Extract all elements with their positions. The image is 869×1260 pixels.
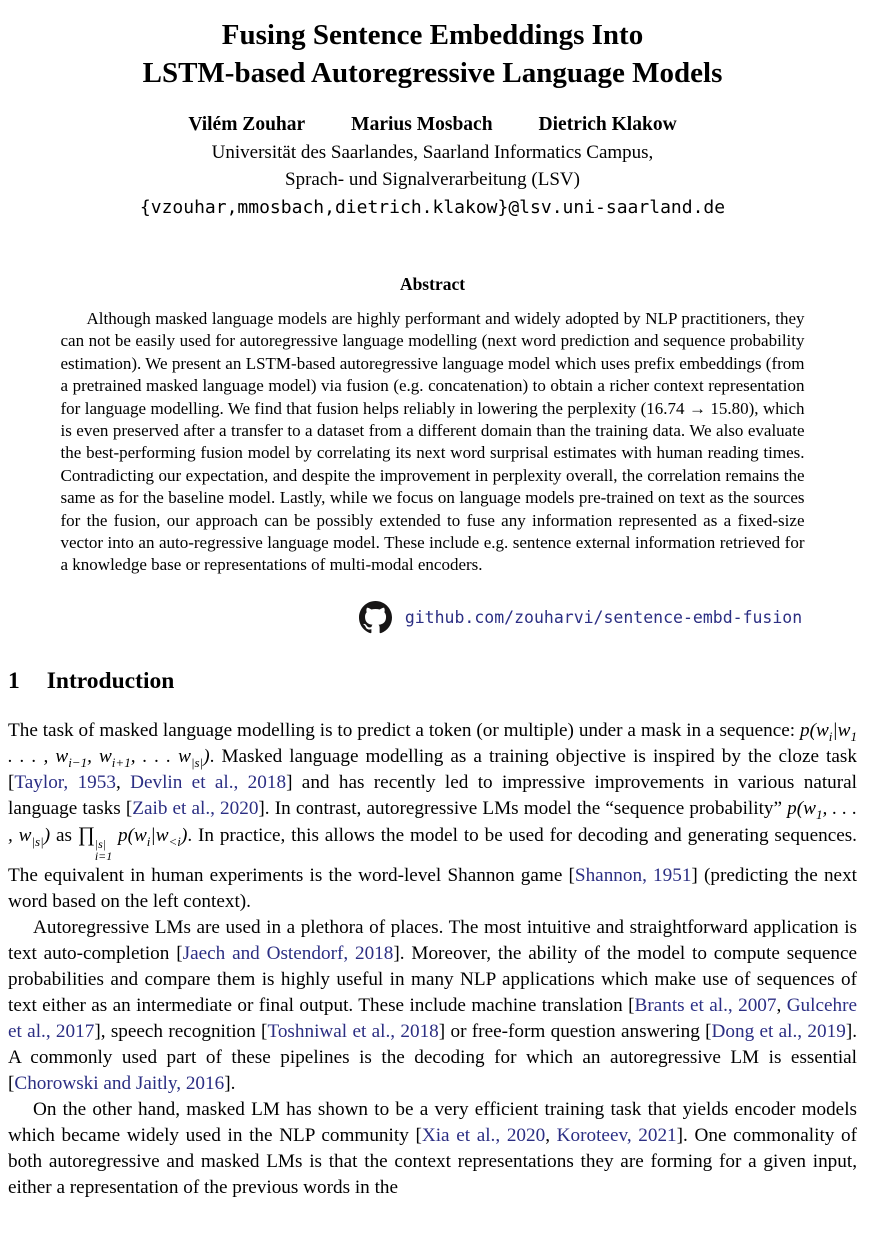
author-list [8,114,857,136]
repo-link[interactable]: github.com/zouharvi/sentence-embd-fusion [404,607,803,627]
author-emails: {vzouhar,mmosbach,dietrich.klakow}@lsv.uni-saarland.de [139,197,726,218]
citation-link[interactable]: Gulcehre et al., 2017 [8,994,858,1042]
inline-math: $p(w_i|w_1$ . . . , $w_{i-1}$, $w_{i+1}$, . . . $w_{|s|}$) [8,719,857,770]
citation-link[interactable]: Chorowski and Jaitly, 2016 [14,1072,225,1094]
inline-math: $p(w_1$, . . . , $w_{|s|}$) [8,797,857,849]
citation-link[interactable]: Dong et al., 2019 [711,1020,846,1042]
citation-link[interactable]: Devlin et al., 2018 [130,771,287,793]
author-name: Vilém Zouhar [188,114,306,135]
section-heading [8,668,857,695]
citation-link[interactable]: Koroteev, 2021 [556,1124,677,1146]
paper-title [8,16,857,92]
abstract-heading: Abstract [399,274,466,294]
section-number: 1 [8,667,20,694]
affiliation [8,139,857,193]
repo-link-row [156,601,869,634]
citation-link[interactable]: Zaib et al., 2020 [132,797,259,819]
affiliation-line-2: Sprach- und Signalverarbeitung (LSV) [285,169,580,190]
paragraph: The task of masked language modelling is to predict a token (or multiple) under a mask in a sequence: $p(w_i|w_1$ . . . , $w_{i-1}$, $w_{i+1}$, . . . $w_{|s|}$). Masked language modelling as a training objective is inspired by the cloze task [Taylor, 1953, Devlin et al., 2018] and has recently led to impressive improvements in various natural language tasks [Zaib et al., 2020]. In contrast, autoregressive LMs model the “sequence probability” $p(w_1$, . . . , $w_{|s|}$) as ∏ |s| i=1 $p(w_i|w_{<i})$. In practice, this allows the model to be used for decoding and generating sequences. The equivalent in human experiments is the word-level Shannon game [Shannon, 1951] (predicting the next word based on the left context). [8,719,858,912]
citation-link[interactable]: Xia et al., 2020 [421,1124,546,1146]
github-icon[interactable] [359,601,392,634]
author-name: Marius Mosbach [351,114,493,135]
abstract-text: Although masked language models are highly performant and widely adopted by NLP practitioners, they can not be easily used for autoregressive language modelling (next word prediction and sequence probability estimation). We present an LSTM-based autoregressive language model which uses prefix embeddings (from a pretrained masked language model) via fusion (e.g. concatenation) to obtain a richer context representation for language modelling. We find that fusion helps reliably in lowering the perplexity (16.74 → 15.80), which is even preserved after a transfer to a dataset from a different domain than the training data. We also evaluate the best-performing fusion model by correlating its next word surprisal estimates with human reading times. Contradicting our expectation, and despite the improvement in perplexity overall, the correlation remains the same as for the baseline model. Lastly, while we focus on language models pre-trained on text as the sources for the fusion, our approach can be possibly extended to fuse any information represented as a fixed-size vector into an auto-regressive language model. These include e.g. sentence external information retrieved for a knowledge base or representations of multi-modal encoders. [60,309,805,575]
paragraph: On the other hand, masked LM has shown to be a very efficient training task that yields encoder models which became widely used in the NLP community [Xia et al., 2020, Koroteev, 2021]. One commonality of both autoregressive and masked LMs is that the context representations they are forming for a given input, either a representation of the previous words in the [8,1098,858,1198]
product-operator: ∏ |s| i=1 [77,823,113,864]
affiliation-line-1: Universität des Saarlandes, Saarland Informatics Campus, [211,142,654,163]
citation-link[interactable]: Shannon, 1951 [574,864,692,886]
paragraph: Autoregressive LMs are used in a plethora of places. The most intuitive and straightforward application is text auto-completion [Jaech and Ostendorf, 2018]. Moreover, the ability of the model to compute sequence probabilities and compare them is highly useful in many NLP applications which make use of sequences of text either as an intermediate or final output. These include machine translation [Brants et al., 2007, Gulcehre et al., 2017], speech recognition [Toshniwal et al., 2018] or free-form question answering [Dong et al., 2019]. A commonly used part of these pipelines is the decoding for which an autoregressive LM is essential [Chorowski and Jaitly, 2016]. [8,916,858,1094]
paper-title-line-2: LSTM-based Autoregressive Language Models [142,57,723,89]
inline-math: $p(w_i|w_{<i})$ [112,824,188,849]
citation-link[interactable]: Jaech and Ostendorf, 2018 [182,942,394,964]
author-name: Dietrich Klakow [538,114,677,135]
citation-link[interactable]: Taylor, 1953 [14,771,116,793]
paper-title-line-1: Fusing Sentence Embeddings Into [221,19,644,51]
section-title: Introduction [46,667,175,694]
citation-link[interactable]: Toshniwal et al., 2018 [267,1020,439,1042]
citation-link[interactable]: Brants et al., 2007 [634,994,777,1016]
